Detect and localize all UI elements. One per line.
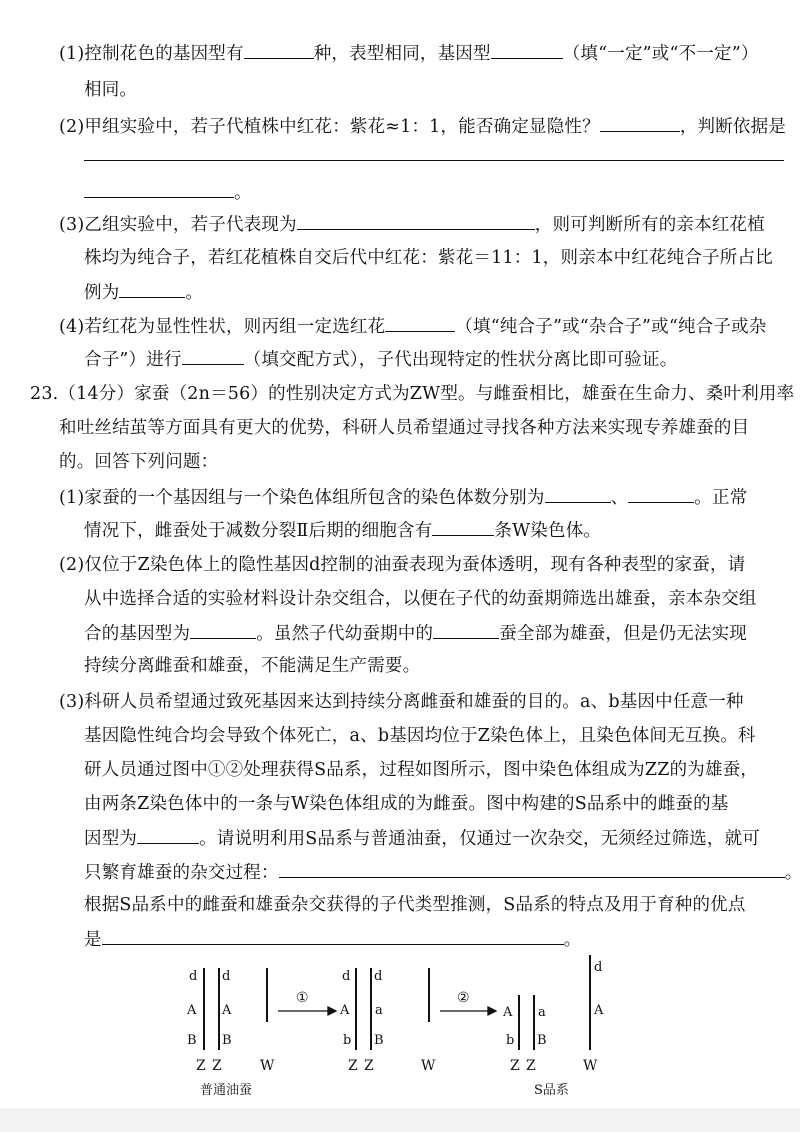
gene-label: d xyxy=(189,969,198,984)
q23-p1-text-a: (1)家蚕的一个基因组与一个染色体组所包含的染色体数分别为 xyxy=(59,488,545,508)
gene-label: B xyxy=(537,1033,547,1048)
q22-p3-text-b: ，则可判断所有的亲本红花植 xyxy=(534,215,765,235)
gene-label: d xyxy=(222,969,231,984)
q23-p1-text-d: 条W染色体。 xyxy=(494,521,602,541)
q22-p2-text-b: ，判断依据是 xyxy=(679,117,787,137)
q22-p4-text-b: （填“纯合子”或“杂合子”或“纯合子或杂 xyxy=(455,317,767,337)
gene-label: A xyxy=(340,1003,350,1018)
gene-label: a xyxy=(538,1005,546,1020)
arrow-step1-head xyxy=(328,1007,336,1015)
page-bottom-edge xyxy=(0,1108,800,1132)
chromosome-name: Z xyxy=(526,1058,536,1074)
q23-p3-text-i: 根据S品系中的雌蚕和雄蚕杂交获得的子代类型推测，S品系的特点及用于育种的优点 xyxy=(84,895,746,915)
q23-p3-text-e: 因型为 xyxy=(84,829,138,849)
q23-p1-text-b: 。正常 xyxy=(694,488,748,508)
chromosome-name: Z xyxy=(212,1058,222,1074)
caption-ordinary-silkworm: 普通油蚕 xyxy=(200,1083,253,1098)
q23-p2-text-a: (2)仅位于Z染色体上的隐性基因d控制的油蚕表现为蚕体透明，现有各种表型的家蚕，请 xyxy=(59,555,746,575)
chromosome-name: Z xyxy=(196,1058,206,1074)
q23-p3-text-d: 由两条Z染色体中的一条与W染色体组成的为雌蚕。图中构建的S品系中的雌蚕的基 xyxy=(84,794,729,814)
q22-p1-text-a: (1)控制花色的基因型有 xyxy=(59,44,244,64)
gene-label: A xyxy=(503,1005,513,1020)
q23-intro-text-3: 的。回答下列问题： xyxy=(59,452,219,472)
q22-p3-text-d: 例为 xyxy=(84,283,120,303)
q23-p3-text-f: 。请说明利用S品系与普通油蚕，仅通过一次杂交，无须经过筛选，就可 xyxy=(199,829,760,849)
q23-p3-text-b: 基因隐性纯合均会导致个体死亡，a、b基因均位于Z染色体上，且染色体间无互换。科 xyxy=(84,726,756,746)
q23-p2-text-b: 从中选择合适的实验材料设计杂交组合，以便在子代的幼蚕期筛选出雄蚕，亲本杂交组 xyxy=(84,589,757,609)
q22-p4-text-a: (4)若红花为显性性状，则丙组一定选红花 xyxy=(59,317,386,337)
q23-p3-text-c: 研人员通过图中①②处理获得S品系，过程如图所示，图中染色体组成为ZZ的为雄蚕， xyxy=(84,760,759,780)
gene-label: b xyxy=(343,1033,352,1048)
q22-p3-text-e: 。 xyxy=(185,283,204,303)
chromosome-name: Z xyxy=(348,1058,358,1074)
q22-p2-text-a: (2)甲组实验中，若子代植株中红花：紫花≈1：1，能否确定显隐性？ xyxy=(59,117,600,137)
q23-p3-text-g: 只繁育雄蚕的杂交过程： xyxy=(84,863,279,883)
gene-label: A xyxy=(594,1003,604,1018)
caption-s-strain: S品系 xyxy=(534,1083,569,1098)
gene-label: d xyxy=(374,969,383,984)
gene-label: A xyxy=(222,1003,232,1018)
chromosome-name: Z xyxy=(510,1058,520,1074)
chromosome-name: W xyxy=(583,1058,598,1074)
q23-intro-text-2: 和吐丝结茧等方面具有更大的优势，科研人员希望通过寻找各种方法来实现专养雄蚕的目 xyxy=(59,418,750,438)
q23-p2-text-d: 。虽然子代幼蚕期中的 xyxy=(256,624,434,644)
gene-label: d xyxy=(594,960,603,975)
gene-label: a xyxy=(375,1003,383,1018)
arrow-step2-head xyxy=(488,1007,496,1015)
gene-label: B xyxy=(222,1033,232,1048)
chromosome-name: W xyxy=(260,1058,275,1074)
q23-p3-text-h: 。 xyxy=(784,863,802,883)
q22-p1-text-c: （填“一定”或“不一定”） xyxy=(562,44,759,64)
q23-p2-text-f: 持续分离雌蚕和雄蚕，不能满足生产需要。 xyxy=(84,656,421,676)
gene-label: A xyxy=(187,1003,197,1018)
step-label-2: ② xyxy=(457,990,470,1006)
q22-p4-text-c: 合子”）进行 xyxy=(84,350,182,370)
q22-p3-text-a: (3)乙组实验中，若子代表现为 xyxy=(59,215,297,235)
q23-p2-text-c: 合的基因型为 xyxy=(84,624,191,644)
chromosome-name: W xyxy=(421,1058,436,1074)
q22-p1-text-d: 相同。 xyxy=(84,80,138,100)
q22-p1-text-b: 种，表型相同，基因型 xyxy=(313,44,491,64)
q22-p3-text-c: 株均为纯合子，若红花植株自交后代中红花：紫花＝11：1，则亲本中红花纯合子所占比 xyxy=(84,248,773,268)
q23-p3-text-a: (3)科研人员希望通过致死基因来达到持续分离雌蚕和雄蚕的目的。a、b基因中任意一种 xyxy=(59,692,744,712)
q23-p1-sep: 、 xyxy=(610,488,629,508)
gene-label: B xyxy=(374,1033,384,1048)
step-label-1: ① xyxy=(296,990,309,1006)
q23-p2-text-e: 蚕全部为雄蚕，但是仍无法实现 xyxy=(499,624,748,644)
chromosome-name: Z xyxy=(364,1058,374,1074)
q22-p4-text-d: （填交配方式），子代出现特定的性状分离比即可验证。 xyxy=(243,350,678,370)
q23-p3-text-k: 。 xyxy=(563,930,582,950)
q23-p1-text-c: 情况下，雌蚕处于减数分裂Ⅱ后期的细胞含有 xyxy=(84,521,433,541)
gene-label: b xyxy=(506,1033,515,1048)
q23-p3-text-j: 是 xyxy=(84,930,102,950)
gene-label: B xyxy=(187,1033,197,1048)
q22-p2-end: 。 xyxy=(234,183,252,203)
q23-intro-text-1: 23.（14分）家蚕（2n＝56）的性别决定方式为ZW型。与雌蚕相比，雄蚕在生命力、桑叶利用率 xyxy=(30,384,795,404)
gene-label: d xyxy=(342,969,351,984)
